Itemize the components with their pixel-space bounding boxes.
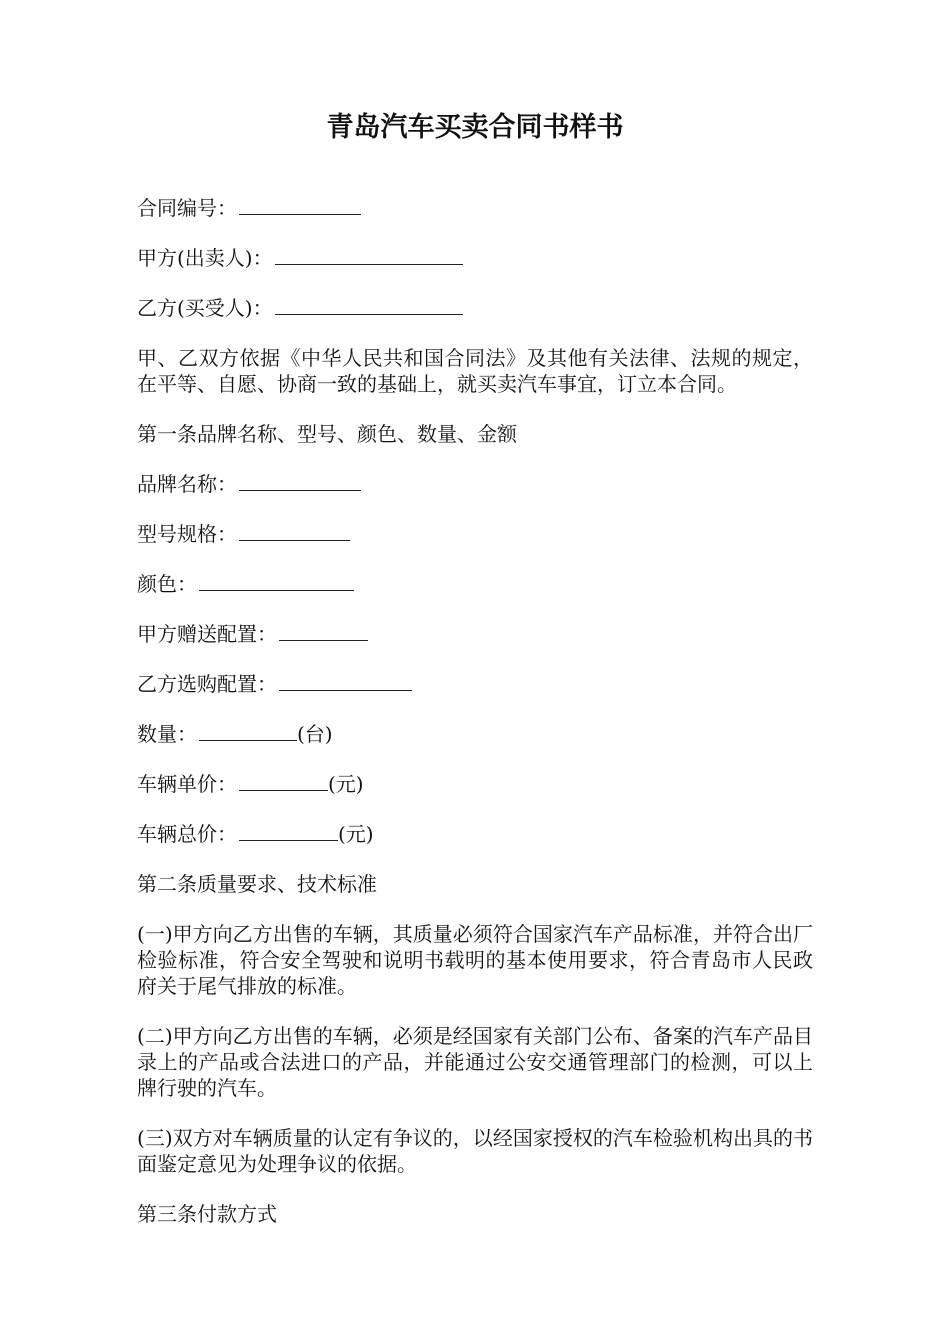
color-label: 颜色：	[137, 572, 197, 596]
party-a-blank	[275, 246, 463, 265]
quantity-label: 数量：	[137, 722, 197, 746]
article-2-heading: 第二条质量要求、技术标准	[137, 872, 377, 896]
preamble-paragraph: 甲、乙双方依据《中华人民共和国合同法》及其他有关法律、法规的规定，在平等、自愿、协商一致的基础上，就买卖汽车事宜，订立本合同。	[137, 346, 813, 396]
party-a-label: 甲方(出卖人)：	[137, 246, 273, 270]
model-label: 型号规格：	[137, 522, 237, 546]
gift-config-line	[137, 621, 813, 647]
contract-number-label: 合同编号：	[137, 196, 237, 220]
brand-blank	[239, 472, 361, 491]
unit-price-unit: (元)	[328, 772, 364, 796]
clause-2-1: (一)甲方向乙方出售的车辆，其质量必须符合国家汽车产品标准，并符合出厂检验标准，符合安全驾驶和说明书载明的基本使用要求，符合青岛市人民政府关于尾气排放的标准。	[137, 922, 813, 998]
total-price-unit: (元)	[338, 822, 374, 846]
color-line	[137, 571, 813, 597]
party-b-line	[137, 295, 813, 321]
total-price-label: 车辆总价：	[137, 822, 237, 846]
clause-2-3: (三)双方对车辆质量的认定有争议的，以经国家授权的汽车检验机构出具的书面鉴定意见为处理争议的依据。	[137, 1126, 813, 1176]
clause-2-2: (二)甲方向乙方出售的车辆，必须是经国家有关部门公布、备案的汽车产品目录上的产品或合法进口的产品，并能通过公安交通管理部门的检测，可以上牌行驶的汽车。	[137, 1024, 813, 1100]
optional-config-label: 乙方选购配置：	[137, 672, 277, 696]
party-b-label: 乙方(买受人)：	[137, 296, 273, 320]
contract-number-line	[137, 195, 813, 221]
model-line	[137, 521, 813, 547]
gift-config-blank	[279, 622, 368, 641]
gift-config-label: 甲方赠送配置：	[137, 622, 277, 646]
total-price-blank	[239, 822, 338, 841]
unit-price-line	[137, 771, 813, 797]
contract-number-blank	[239, 196, 361, 215]
brand-line	[137, 471, 813, 497]
unit-price-blank	[239, 772, 328, 791]
article-3-heading: 第三条付款方式	[137, 1202, 277, 1226]
party-b-blank	[275, 296, 463, 315]
brand-label: 品牌名称：	[137, 472, 237, 496]
party-a-line	[137, 245, 813, 271]
optional-config-line	[137, 671, 813, 697]
quantity-unit: (台)	[297, 722, 333, 746]
quantity-line	[137, 721, 813, 747]
optional-config-blank	[279, 672, 412, 691]
document-body	[137, 195, 813, 1251]
total-price-line	[137, 821, 813, 847]
article-1-heading: 第一条品牌名称、型号、颜色、数量、金额	[137, 422, 517, 446]
model-blank	[239, 522, 350, 541]
color-blank	[199, 572, 354, 591]
quantity-blank	[199, 722, 297, 741]
unit-price-label: 车辆单价：	[137, 772, 237, 796]
document-title: 青岛汽车买卖合同书样书	[326, 112, 624, 143]
